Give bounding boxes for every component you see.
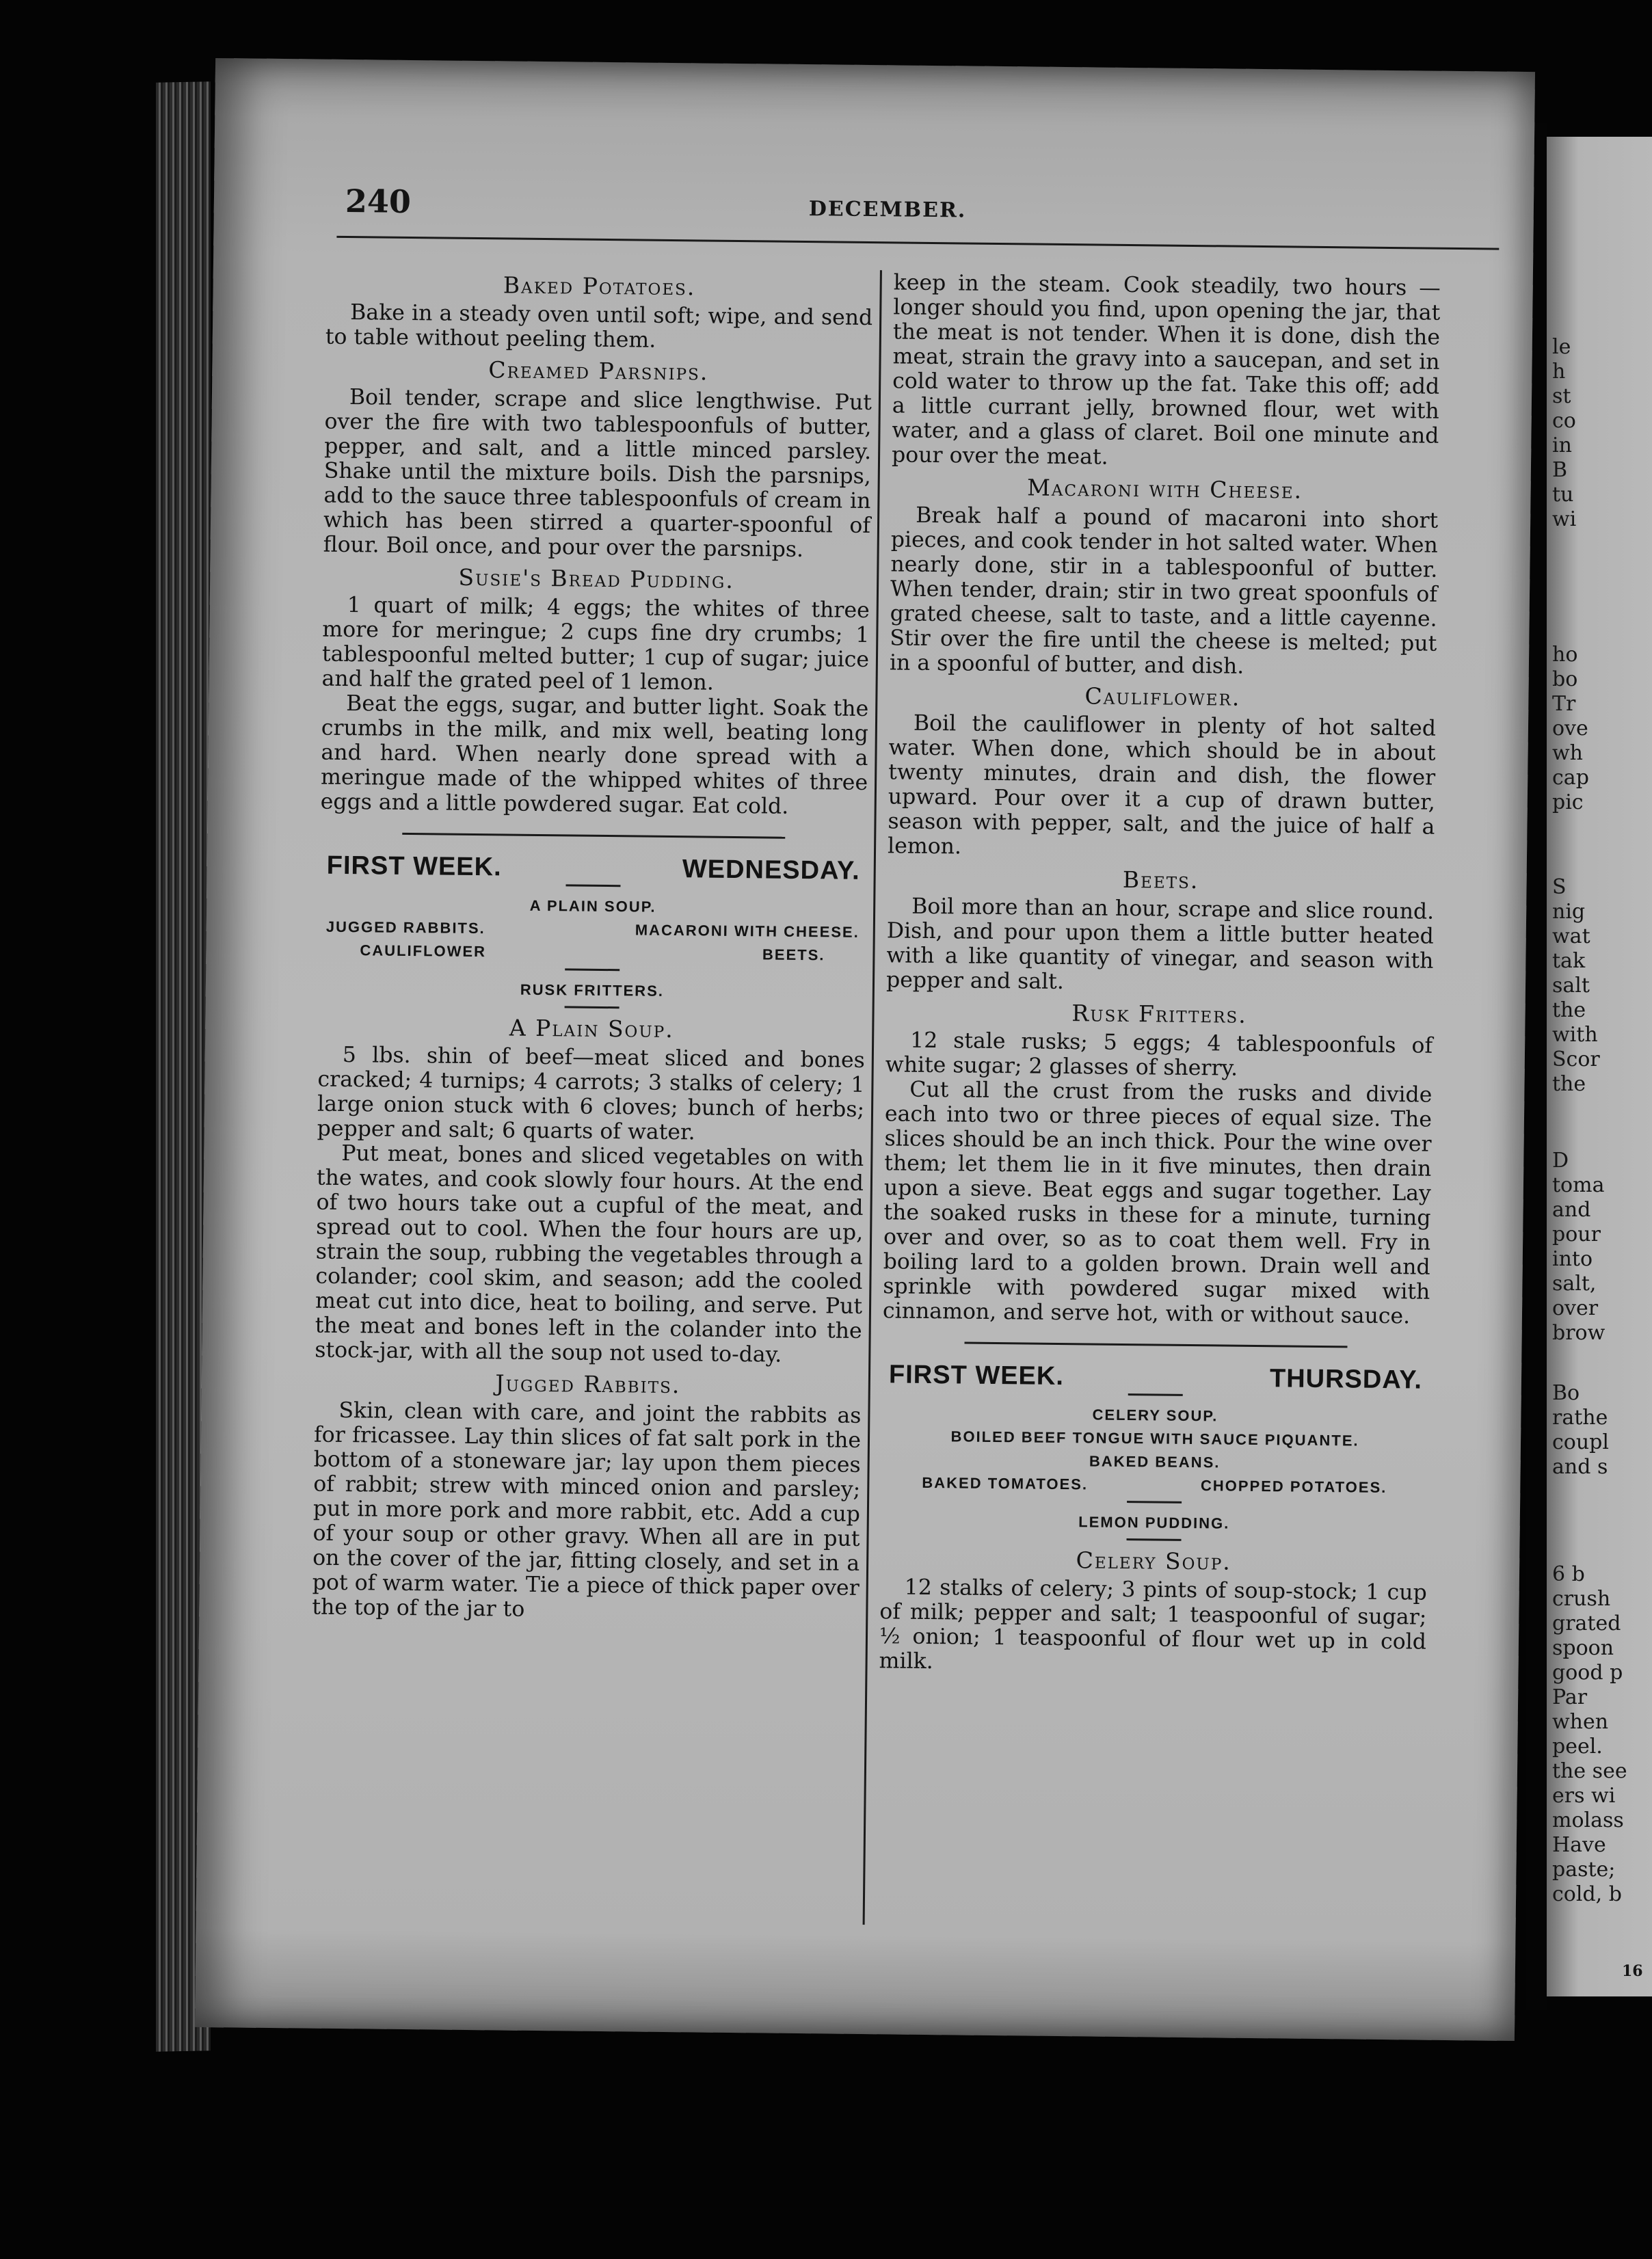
day-label: THURSDAY. [1269, 1364, 1423, 1395]
recipe-title-cauliflower: Cauliflower. [1084, 682, 1241, 711]
recipe-title-plain-soup: A Plain Soup. [509, 1014, 674, 1043]
facing-line: crush [1552, 1587, 1611, 1611]
facing-line: rathe [1552, 1406, 1608, 1430]
section-rule [964, 1342, 1347, 1348]
menu-row [319, 939, 866, 967]
facing-line: the see [1552, 1759, 1627, 1783]
running-head: DECEMBER. [808, 197, 967, 223]
short-rule [565, 968, 620, 971]
menu-row [881, 1471, 1428, 1499]
facing-line: ers wi [1552, 1784, 1616, 1808]
short-rule [1128, 1393, 1183, 1396]
facing-line: salt [1552, 974, 1590, 998]
right-column [879, 270, 1440, 1679]
recipe-title-macaroni: Macaroni with Cheese. [1026, 474, 1303, 504]
recipe-text: keep in the steam. Cook steadily, two hours —longer should you find, upon opening the jar, that the meat is not tender. When it is done, dish the meat, strain the gravy into a saucepan, and set in cold water to throw up the fat. Take this off; add a little currant jelly, browned flour, wet with water, and a glass of claret. Boil one minute and pour over the meat. [891, 270, 1441, 470]
facing-line: Have [1552, 1833, 1606, 1857]
facing-page-signature: 16 [1622, 1962, 1643, 1980]
week-heading [327, 853, 860, 883]
facing-line: Par [1552, 1685, 1588, 1709]
facing-line: wat [1552, 924, 1590, 948]
recipe-text: 12 stalks of celery; 3 pints of soup-stock; 1 cup of milk; pepper and salt; 1 teaspoonful of sugar; ½ onion; 1 teaspoonful of flour wet up in cold milk. [879, 1575, 1427, 1674]
facing-line: pic [1552, 790, 1584, 814]
facing-line: when [1552, 1710, 1609, 1734]
facing-line: over [1552, 1296, 1599, 1320]
week-label: FIRST WEEK. [326, 851, 502, 882]
week-label: FIRST WEEK. [888, 1360, 1065, 1391]
facing-line: S [1552, 875, 1567, 899]
recipe-text: Bake in a steady oven until soft; wipe, and send to table without peeling them. [325, 300, 873, 353]
recipe-title-jugged-rabbits: Jugged Rabbits. [495, 1369, 681, 1399]
menu-item: LEMON PUDDING. [1078, 1513, 1230, 1532]
facing-line: paste; [1552, 1858, 1616, 1882]
short-rule [565, 1006, 620, 1008]
facing-line: st [1552, 384, 1571, 408]
recipe-text: 12 stale rusks; 5 eggs; 4 tablespoonfuls of white sugar; 2 glasses of sherry. [885, 1028, 1433, 1081]
book-page [195, 58, 1535, 2041]
recipe-text: Boil tender, scrape and slice lengthwise. Put over the fire with two tablespoonfuls of butter, pepper, and salt, and a little minced parsley. Shake until the mixture boils. Dish the parsnips, add to the sauce three tablespoonfuls of cream in which has been stirred a quarter-spoonful of flour. Boil once, and pour over the parsnips. [323, 385, 872, 563]
recipe-title-baked-potatoes: Baked Potatoes. [503, 271, 696, 301]
recipe-title-rusk-fritters: Rusk Fritters. [1071, 1000, 1247, 1028]
menu-item: A PLAIN SOUP. [529, 896, 656, 915]
facing-line: coupl [1552, 1430, 1609, 1454]
menu-item: RUSK FRITTERS. [520, 980, 665, 1000]
facing-line: toma [1552, 1173, 1605, 1197]
recipe-text: Cut all the crust from the rusks and divide each into two or three pieces of equal size. The slices should be an inch thick. Pour the wine over them; let them lie in it five minutes, then drain upon a sieve. Beat eggs and sugar together. Lay the soaked rusks in these for a minute, turning over and over, so as to coat them well. Fry in boiling lard to a golden brown. Drain well and sprinkle with powdered sugar mixed with cinnamon, and serve hot, with or without sauce. [882, 1077, 1433, 1329]
recipe-text: 5 lbs. shin of beef—meat sliced and bones cracked; 4 turnips; 4 carrots; 3 stalks of celery; 1 large onion stuck with 6 cloves; bunch of herbs; pepper and salt; 6 quarts of water. [317, 1042, 866, 1145]
facing-line: nig [1552, 900, 1586, 924]
recipe-text: Beat the eggs, sugar, and butter light. Soak the crumbs in the milk, and mix well, beating long and hard. When nearly done spread with a meringue made of the whipped whites of three eggs and a little powdered sugar. Eat cold. [320, 691, 869, 819]
left-column [312, 265, 873, 1625]
facing-line: Scor [1552, 1047, 1600, 1071]
menu-item: CAULIFLOWER [360, 941, 487, 961]
recipe-title-bread-pudding: Susie's Bread Pudding. [458, 563, 735, 593]
facing-line: molass [1552, 1808, 1624, 1832]
facing-line: and [1552, 1198, 1591, 1222]
short-rule [1127, 1538, 1182, 1541]
facing-page-text [1552, 1381, 1648, 1480]
facing-line: with [1552, 1023, 1598, 1047]
facing-line: Bo [1552, 1381, 1580, 1405]
facing-line: le [1552, 335, 1571, 359]
recipe-title-creamed-parsnips: Creamed Parsnips. [488, 356, 709, 386]
facing-line: cold, b [1552, 1882, 1622, 1906]
facing-line: D [1552, 1149, 1569, 1173]
facing-line: grated [1552, 1612, 1621, 1635]
facing-line: cap [1552, 766, 1589, 790]
day-label: WEDNESDAY. [682, 855, 860, 885]
facing-line: pour [1552, 1222, 1601, 1246]
recipe-text: Put meat, bones and sliced vegetables on with the wates, and cook slowly four hours. At the end of two hours take out a cupful of the meat, and spread out to cool. When the four hours are up, strain the soup, rubbing the vegetables through a colander; cool skim, and season; add the cooled meat cut into dice, heat to boiling, and serve. Put the meat and bones left in the colander into the stock-jar, with all the soup not used to-day. [315, 1140, 864, 1367]
short-rule [1127, 1501, 1182, 1503]
short-rule [565, 884, 620, 887]
recipe-text: Boil more than an hour, scrape and slice round. Dish, and pour upon them a little butter heated with a like quantity of vinegar, and season with pepper and salt. [885, 894, 1435, 995]
facing-line: h [1552, 360, 1566, 384]
menu-item: CHOPPED POTATOES. [1200, 1477, 1387, 1497]
page-header [337, 183, 1493, 243]
recipe-title-celery-soup: Celery Soup. [1076, 1547, 1231, 1575]
recipe-text: Break half a pound of macaroni into short pieces, and cook tender in hot salted water. When nearly done, stir in a tablespoonful of butter. When tender, drain; stir in two great spoonfuls of grated cheese, salt to taste, and a little cayenne. Stir over the fire until the cheese is melted; put in a spoonful of butter, and dish. [889, 503, 1439, 679]
menu-item: BEETS. [762, 946, 825, 964]
menu-item: MACARONI WITH CHEESE. [635, 921, 860, 941]
facing-page-text [1552, 643, 1648, 815]
section-rule [402, 833, 785, 839]
menu-item: JUGGED RABBITS. [325, 918, 485, 937]
facing-line: ho [1552, 643, 1578, 667]
facing-line: good p [1552, 1661, 1623, 1685]
menu-item: BAKED BEANS. [1089, 1452, 1221, 1471]
facing-line: 6 b [1552, 1562, 1585, 1586]
facing-line: into [1552, 1247, 1593, 1271]
facing-line: salt, [1552, 1272, 1597, 1296]
facing-line: tu [1552, 483, 1574, 507]
recipe-text: Skin, clean with care, and joint the rabbits as for fricassee. Lay thin slices of fat salt pork in the bottom of a stoneware jar; lay upon them pieces of rabbit; strew with minced onion and parsley; put in more pork and more rabbit, etc. Add a cup of your soup or other gravy. When all are in put on the cover of the jar, fitting closely, and set in a pot of warm water. Tie a piece of thick paper over the top of the jar to [312, 1398, 862, 1622]
facing-line: tak [1552, 949, 1586, 973]
facing-line: and s [1552, 1455, 1608, 1479]
facing-line: wi [1552, 507, 1577, 531]
facing-line: peel. [1552, 1735, 1603, 1759]
recipe-title-beets: Beets. [1122, 866, 1199, 894]
recipe-text: 1 quart of milk; 4 eggs; the whites of three more for meringue; 2 cups fine dry crumbs; 1 tablespoonful melted butter; 1 cup of sugar; juice and half the grated peel of 1 lemon. [321, 593, 870, 695]
facing-line: bo [1552, 667, 1578, 691]
facing-line: the [1552, 998, 1586, 1022]
menu-item: BOILED BEEF TONGUE WITH SAUCE PIQUANTE. [950, 1428, 1359, 1449]
recipe-text: Boil the cauliflower in plenty of hot salted water. When done, which should be in about twenty minutes, drain and dish, the flower upward. Pour over it a cup of drawn butter, season with pepper, salt, and the juice of half a lemon. [887, 710, 1437, 859]
facing-line: co [1552, 409, 1576, 433]
menu-item: BAKED TOMATOES. [922, 1473, 1089, 1493]
facing-line: ove [1552, 717, 1588, 740]
facing-line: the [1552, 1072, 1586, 1096]
facing-page-text [1552, 1562, 1648, 1907]
facing-line: in [1552, 433, 1572, 457]
facing-page-text [1552, 1149, 1648, 1346]
facing-line: spoon [1552, 1636, 1614, 1660]
facing-line: brow [1552, 1321, 1606, 1345]
facing-page-text [1552, 335, 1648, 532]
menu-item: CELERY SOUP. [1092, 1406, 1218, 1425]
week-heading [888, 1360, 1423, 1395]
facing-page-text [1552, 875, 1648, 1097]
facing-line: Tr [1552, 692, 1576, 716]
facing-line: wh [1552, 741, 1583, 765]
header-rule [336, 236, 1499, 250]
facing-line: B [1552, 458, 1568, 482]
page-number: 240 [345, 182, 412, 220]
